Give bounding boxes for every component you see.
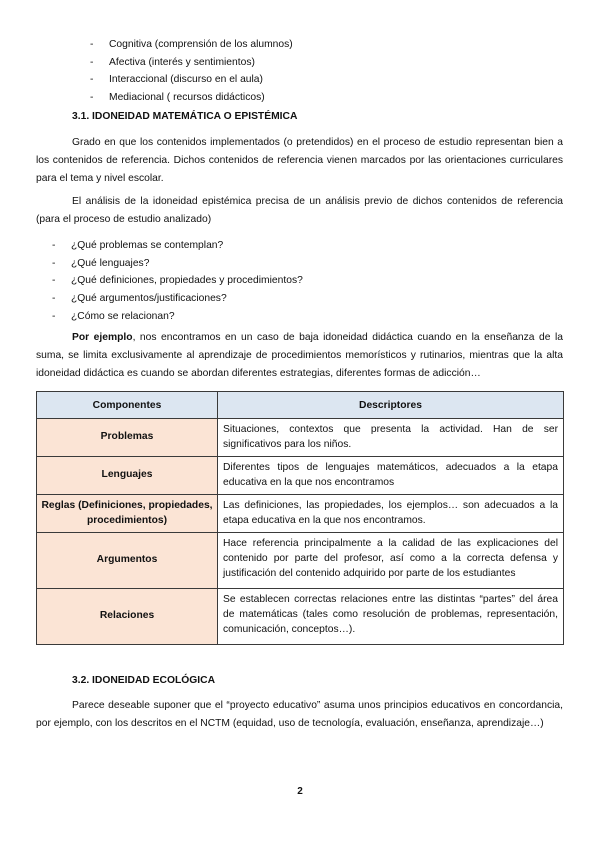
table-row — [37, 589, 564, 645]
header-descriptors: Descriptores — [218, 392, 564, 419]
table-row — [37, 457, 564, 495]
descriptor-cell: Situaciones, contextos que presenta la actividad. Han de ser significativos para los niños. — [218, 419, 564, 457]
table-header-row — [37, 392, 564, 419]
descriptor-cell: Diferentes tipos de lenguajes matemáticos, adecuados a la etapa educativa en la que nos encontramos — [218, 457, 564, 495]
table-row — [37, 419, 564, 457]
list-item-text: ¿Qué lenguajes? — [71, 257, 150, 269]
list-item-text: ¿Cómo se relacionan? — [71, 310, 175, 322]
component-cell: Relaciones — [37, 589, 218, 645]
list-item-text: ¿Qué argumentos/justificaciones? — [71, 293, 227, 305]
paragraph-analisis: El análisis de la idoneidad epistémica precisa de un análisis previo de dichos contenidos de referencia (para el proceso de estudio analizado) — [36, 196, 563, 226]
descriptor-cell: Las definiciones, las propiedades, los ejemplos… son adecuados a la etapa educativa en la que nos encontramos. — [218, 495, 564, 533]
paragraph-grado: Grado en que los contenidos implementados (o pretendidos) en el proceso de estudio representan bien a los contenidos de referencia. Dichos contenidos de referencia vienen marcados por las orientaciones curriculares para el tema y nivel escolar. — [36, 137, 563, 185]
list-item-text: Afectiva (interés y sentimientos) — [109, 56, 255, 68]
table-row — [37, 533, 564, 589]
page-number: 2 — [297, 786, 303, 797]
paragraph-example: Por ejemplo, nos encontramos en un caso de baja idoneidad didáctica cuando en la enseñanza de la suma, se limita exclusivamente al aprendizaje de procedimientos memorísticos y rutinarios, mientras que la alta idoneidad didáctica es cuando se abordan diferentes estrategias, diferentes formas de adicción… — [36, 332, 563, 380]
descriptor-cell: Hace referencia principalmente a la calidad de las explicaciones del contenido por parte del profesor, así como a la correcta defensa y justificación del contenido adquirido por parte de los estudiantes — [218, 533, 564, 589]
section-heading-3-1: 3.1. IDONEIDAD MATEMÁTICA O EPISTÉMICA — [72, 111, 298, 122]
paragraph-ecologica: Parece deseable suponer que el “proyecto educativo” asuma unos principios educativos en concordancia, por ejemplo, con los descritos en el NCTM (equidad, uso de tecnología, evaluación, enseñanza, aprendizaje…) — [36, 700, 563, 730]
descriptor-cell: Se establecen correctas relaciones entre las distintas “partes” del área de matemáticas (tales como resolución de problemas, representación, comunicación, conceptos…). — [218, 589, 564, 645]
list-item-text: Interaccional (discurso en el aula) — [109, 74, 263, 86]
components-table — [36, 391, 564, 645]
document-page: - Cognitiva (comprensión de los alumnos) - Afectiva (interés y sentimientos) - Interaccional (discurso en el aula) - Mediacional ( recursos didácticos) 3.1. IDONEIDAD MATEMÁTICA O EPISTÉMICA Grado en que los contenidos implementados (o pretendidos) en el proceso de estudio representan bien a los contenidos de referencia. Dichos contenidos de referencia vienen marcados por las orientaciones curriculares para el tema y nivel escolar. El análisis de la idoneidad epistémica precisa de un análisis previo de dichos contenidos de referencia (para el proceso de estudio analizado) - ¿Qué problemas se contemplan? - ¿Qué lenguajes? - ¿Qué definiciones, propiedades y procedimientos? - ¿Qué argumentos/justificaciones? - ¿Cómo se relacionan? Por ejemplo, nos encontramos en un caso de baja idoneidad didáctica cuando en la enseñanza de la suma, se limita exclusivamente al aprendizaje de procedimientos memorísticos y rutinarios, mientras que la alta idoneidad didáctica es cuando se abordan diferentes estrategias, diferentes formas de adicción… Componentes Descriptores Problemas Situaciones, contextos que presenta la actividad. Han de ser significativos para los niños. Lenguajes Diferentes tipos de lenguajes matemáticos, adecuados a la etapa educativa en la que nos encontramos Reglas (Definiciones, propiedades, procedimientos) Las definiciones, las propiedades, los ejemplos… son adecuados a la etapa educativa en la que nos encontramos. Argumentos Hace referencia principalmente a la calidad de las explicaciones del contenido por parte del profesor, así como a la correcta defensa y justificación del contenido adquirido por parte de los estudiantes Relaciones Se establecen correctas relaciones entre las distintas “partes” del área de matemáticas (tales como resolución de problemas, representación, comunicación, conceptos…). 3.2. IDONEIDAD ECOLÓGICA Parece deseable suponer que el “proyecto educativo” asuma unos principios educativos en concordancia, por ejemplo, con los descritos en el NCTM (equidad, uso de tecnología, evaluación, enseñanza, aprendizaje…) 2 — [0, 0, 600, 848]
list-item-text: ¿Qué problemas se contemplan? — [71, 240, 224, 251]
list-item-text: ¿Qué definiciones, propiedades y procedimientos? — [71, 275, 303, 287]
list-item-text: Cognitiva (comprensión de los alumnos) — [109, 39, 293, 50]
header-components: Componentes — [37, 392, 218, 419]
example-bold: Por ejemplo — [72, 332, 133, 343]
component-cell: Argumentos — [37, 533, 218, 589]
table-row — [37, 495, 564, 533]
list-item-text: Mediacional ( recursos didácticos) — [109, 92, 265, 104]
component-cell: Problemas — [37, 419, 218, 457]
component-cell: Reglas (Definiciones, propiedades, procedimientos) — [37, 495, 218, 533]
section-heading-3-2: 3.2. IDONEIDAD ECOLÓGICA — [72, 675, 216, 686]
component-cell: Lenguajes — [37, 457, 218, 495]
